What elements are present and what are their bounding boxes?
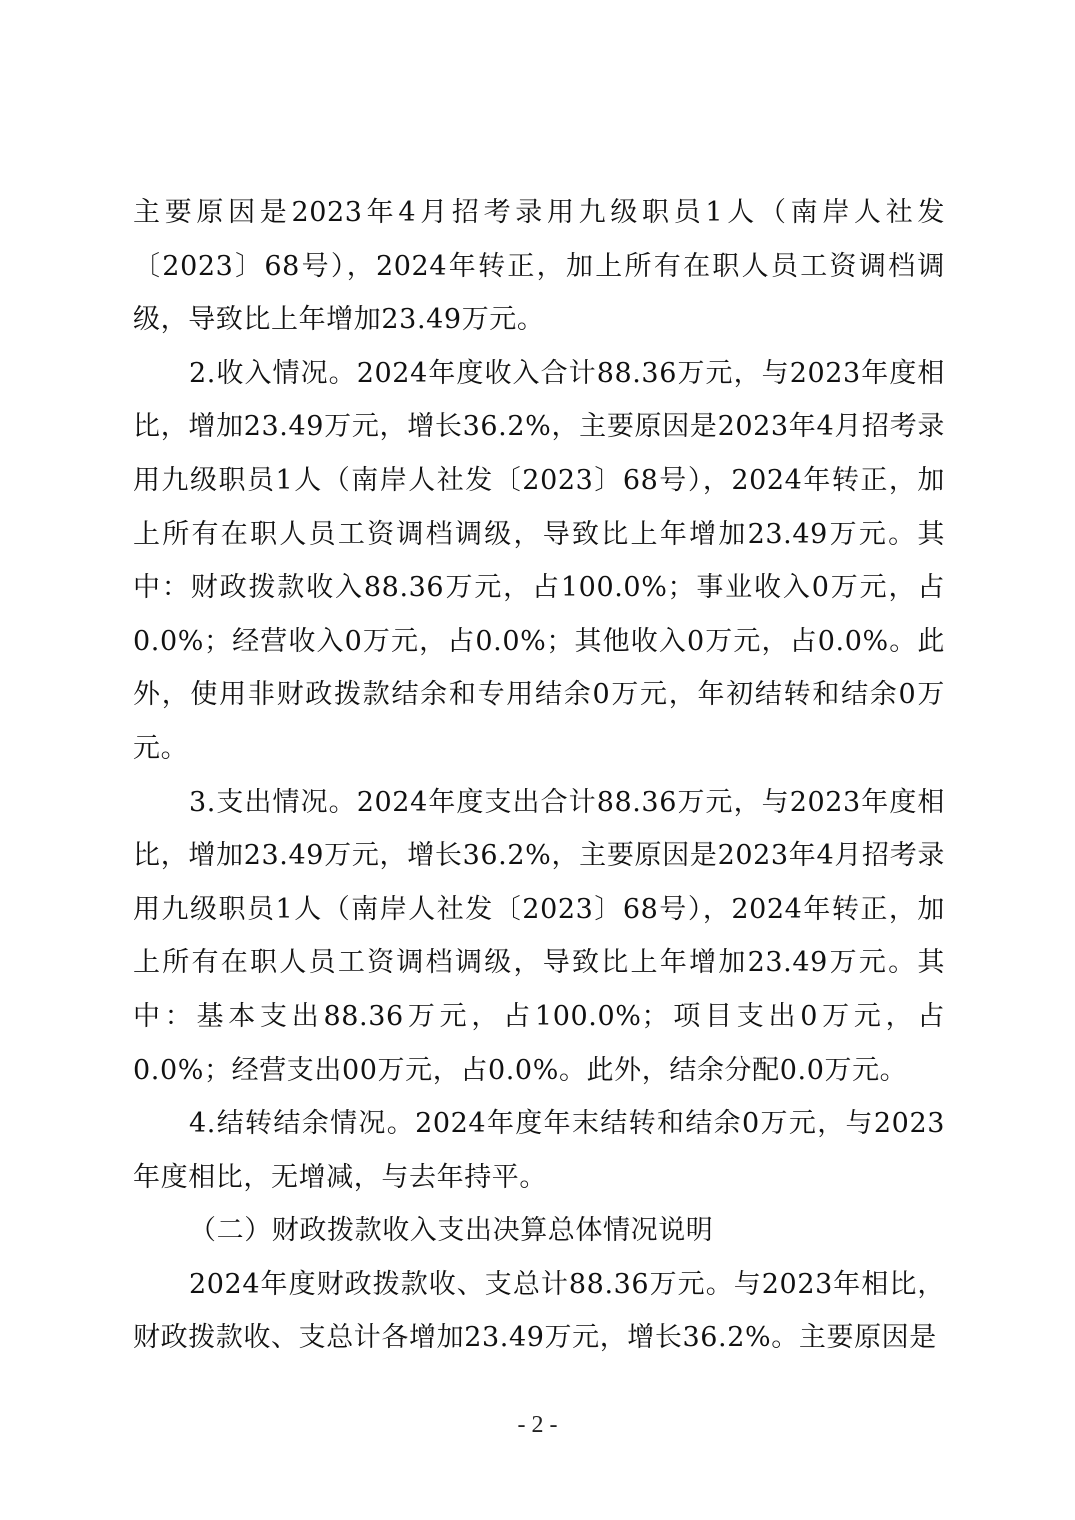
paragraph-carryover: 4.结转结余情况。2024年度年末结转和结余0万元，与2023年度相比，无增减，与去年持平。 — [133, 1108, 945, 1193]
paragraph-continuation: 主要原因是2023年4月招考录用九级职员1人（南岸人社发〔2023〕68号），2024年转正，加上所有在职人员工资调档调级，导致比上年增加23.49万元。 — [133, 197, 945, 336]
paragraph-expenditure: 3.支出情况。2024年度支出合计88.36万元，与2023年度相比，增加23.49万元，增长36.2%，主要原因是2023年4月招考录用九级职员1人（南岸人社发〔2023〕68号），2024年转正，加上所有在职人员工资调档调级，导致比上年增加23.49万元。其中：基本支出88.36万元，占100.0%；项目支出0万元，占0.0%；经营支出00万元，占0.0%。此外，结余分配0.0万元。 — [133, 786, 945, 1086]
paragraph-fiscal-overview: 2024年度财政拨款收、支总计88.36万元。与2023年相比，财政拨款收、支总计各增加23.49万元，增长36.2%。主要原因是 — [133, 1268, 945, 1354]
paragraph-income: 2.收入情况。2024年度收入合计88.36万元，与2023年度相比，增加23.49万元，增长36.2%，主要原因是2023年4月招考录用九级职员1人（南岸人社发〔2023〕68号），2024年转正，加上所有在职人员工资调档调级，导致比上年增加23.49万元。其中：财政拨款收入88.36万元，占100.0%；事业收入0万元，占0.0%；经营收入0万元，占0.0%；其他收入0万元，占0.0%。此外，使用非财政拨款结余和专用结余0万元，年初结转和结余0万元。 — [133, 357, 945, 764]
page-number: - 2 - — [517, 1412, 558, 1438]
document-body — [133, 186, 945, 1365]
section-heading: （二）财政拨款收入支出决算总体情况说明 — [189, 1215, 714, 1247]
